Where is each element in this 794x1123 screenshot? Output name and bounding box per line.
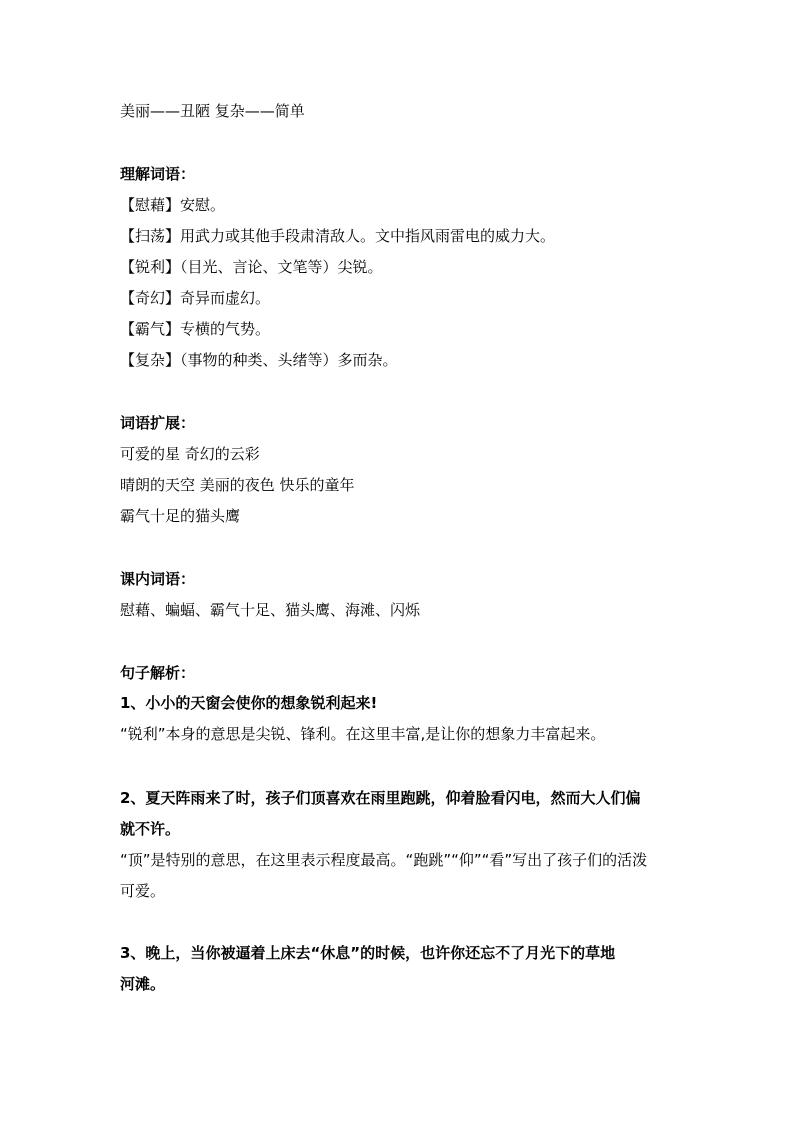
sentence-1-explanation: “锐利”本身的意思是尖锐、锋利。在这里丰富,是让你的想象力丰富起来。 (120, 725, 606, 743)
sentence-2-explanation: “顶”是特别的意思，在这里表示程度最高。“跑跳”“仰”“看”写出了孩子们的活泼 (120, 851, 648, 869)
sentence-2-explanation-continued: 可爱。 (120, 882, 166, 900)
sentence-2-title: 2、夏天阵雨来了时，孩子们顶喜欢在雨里跑跳，仰着脸看闪电，然而大人们偏 (120, 789, 641, 807)
word-expansion-line: 霸气十足的猫头鹰 (120, 507, 241, 525)
word-definition: 【霸气】专横的气势。 (120, 320, 271, 338)
understand-words-heading: 理解词语： (120, 165, 196, 183)
sentence-3-title-continued: 河滩。 (120, 975, 166, 993)
word-definition: 【慰藉】安慰。 (120, 196, 226, 214)
sentence-3-title: 3、晚上，当你被逼着上床去“休息”的时候，也许你还忘不了月光下的草地 (120, 944, 616, 962)
sentence-2-title-continued: 就不许。 (120, 820, 181, 838)
word-definition: 【扫荡】用武力或其他手段肃清敌人。文中指风雨雷电的威力大。 (120, 227, 556, 245)
in-class-words-list: 慰藉、蝙蝠、霸气十足、猫头鹰、海滩、闪烁 (120, 601, 421, 619)
word-definition: 【奇幻】奇异而虚幻。 (120, 289, 271, 307)
word-expansion-line: 可爱的星 奇幻的云彩 (120, 445, 260, 463)
word-definition: 【锐利】（目光、言论、文笔等）尖锐。 (120, 258, 383, 276)
word-definition: 【复杂】（事物的种类、头绪等）多而杂。 (120, 351, 398, 369)
word-expansion-line: 晴朗的天空 美丽的夜色 快乐的童年 (120, 476, 355, 494)
word-expansion-heading: 词语扩展： (120, 414, 196, 432)
in-class-words-heading: 课内词语： (120, 570, 196, 588)
sentence-1-title: 1、小小的天窗会使你的想象锐利起来! (120, 694, 378, 712)
sentence-analysis-heading: 句子解析： (120, 664, 196, 682)
antonym-pairs: 美丽——丑陋 复杂——简单 (120, 102, 305, 120)
